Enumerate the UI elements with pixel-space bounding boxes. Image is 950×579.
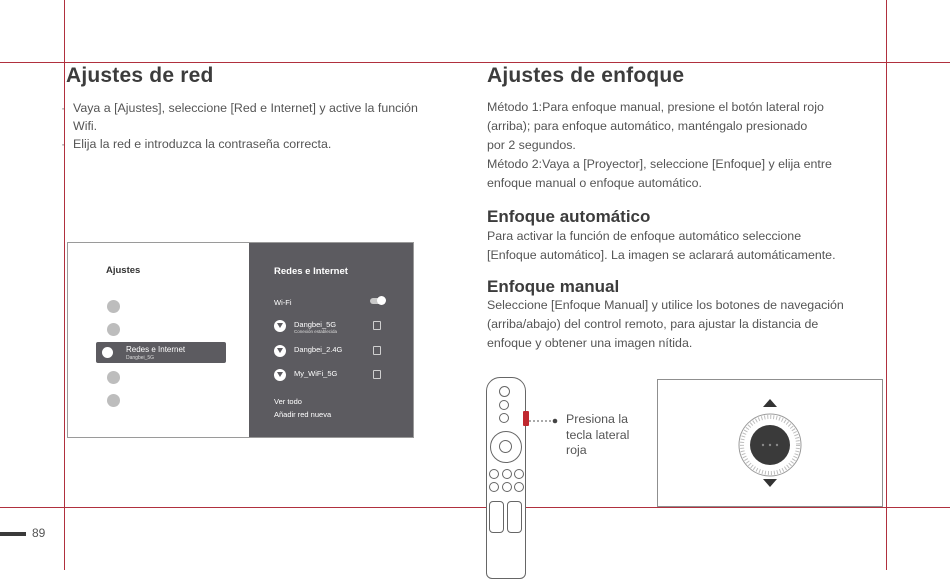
menu-item-icon (107, 323, 120, 336)
step-item: · Vaya a [Ajustes], seleccione [Red e Internet] y active la función Wifi. (64, 99, 434, 135)
guide-line (0, 62, 950, 63)
network-status: Conexión establecida (294, 329, 338, 334)
manual-focus-title: Enfoque manual (487, 277, 620, 296)
callout-leader (529, 418, 559, 426)
network-name: My_WiFi_5G (294, 369, 338, 378)
menu-item-sub: Dangbei_5G (126, 355, 155, 361)
method2-line: enfoque manual o enfoque automático. (487, 176, 702, 190)
wifi-icon (274, 369, 286, 381)
menu-item-redes[interactable] (96, 342, 226, 363)
method1-line: por 2 segundos. (487, 138, 576, 152)
network-steps (64, 99, 434, 153)
wifi-icon (274, 320, 286, 332)
button (514, 482, 524, 492)
arrow-up-icon (763, 399, 777, 407)
button (489, 482, 499, 492)
guide-line (0, 507, 950, 508)
auto-line: Para activar la función de enfoque automático seleccione (487, 229, 802, 243)
page-number: 89 (32, 526, 46, 540)
auto-line: [Enfoque automático]. La imagen se aclarará automáticamente. (487, 248, 836, 262)
menu-item-label: Redes e Internet (126, 345, 186, 354)
manual-line: enfoque y obtener una imagen nítida. (487, 336, 693, 350)
see-all-link[interactable]: Ver todo (274, 397, 302, 406)
remote-control (486, 377, 526, 579)
arrow-down-icon (763, 479, 777, 487)
page-marker (0, 532, 26, 536)
manual-focus-text (487, 296, 887, 353)
button (489, 469, 499, 479)
wifi-toggle[interactable] (370, 298, 384, 304)
focus-methods (487, 98, 887, 193)
guide-line (64, 0, 65, 570)
ok-button (499, 440, 512, 453)
section-title-red: Ajustes de red (66, 64, 214, 87)
manual-line: (arriba/abajo) del control remoto, para ajustar la distancia de (487, 317, 819, 331)
button (499, 413, 509, 423)
step-item: · Elija la red e introduzca la contraseña correcta. (64, 135, 434, 153)
network-name: Dangbei_5G (294, 320, 337, 329)
network-item[interactable] (274, 319, 404, 333)
network-item[interactable] (274, 368, 404, 382)
focus-dial (737, 412, 803, 478)
menu-item-icon (107, 371, 120, 384)
focus-screen-image (657, 379, 883, 507)
wifi-icon (102, 347, 113, 358)
mic-button (499, 400, 509, 410)
method2-line: Método 2:Vaya a [Proyector], seleccione [Enfoque] y elija entre (487, 157, 832, 171)
callout-line: tecla lateral (566, 427, 630, 442)
settings-menu-panel (68, 243, 249, 437)
network-name: Dangbei_2.4G (294, 345, 343, 354)
auto-focus-title: Enfoque automático (487, 207, 651, 226)
volume-rocker (489, 501, 504, 533)
channel-rocker (507, 501, 522, 533)
callout-line: Presiona la (566, 412, 628, 426)
guide-line (886, 0, 887, 570)
settings-screenshot (67, 242, 414, 438)
add-network-link[interactable]: Añadir red nueva (274, 410, 332, 419)
wifi-icon (274, 345, 286, 357)
menu-item-icon (107, 300, 120, 313)
auto-focus-text (487, 227, 887, 265)
callout-line: roja (566, 443, 587, 457)
lock-icon (373, 346, 381, 355)
button (502, 482, 512, 492)
network-panel-title: Redes e Internet (274, 266, 348, 277)
wifi-label: Wi-Fi (274, 298, 292, 307)
power-button (499, 386, 510, 397)
settings-menu-title: Ajustes (106, 265, 141, 276)
method1-line: Método 1:Para enfoque manual, presione el botón lateral rojo (487, 100, 824, 114)
method1-line: (arriba); para enfoque automático, manténgalo presionado (487, 119, 808, 133)
remote-callout (566, 412, 629, 459)
manual-line: Seleccione [Enfoque Manual] y utilice los botones de navegación (487, 298, 844, 312)
button (502, 469, 512, 479)
menu-item-icon (107, 394, 120, 407)
network-item[interactable] (274, 344, 404, 358)
button (514, 469, 524, 479)
lock-icon (373, 321, 381, 330)
network-panel (249, 243, 413, 437)
lock-icon (373, 370, 381, 379)
section-title-enfoque: Ajustes de enfoque (487, 64, 685, 87)
